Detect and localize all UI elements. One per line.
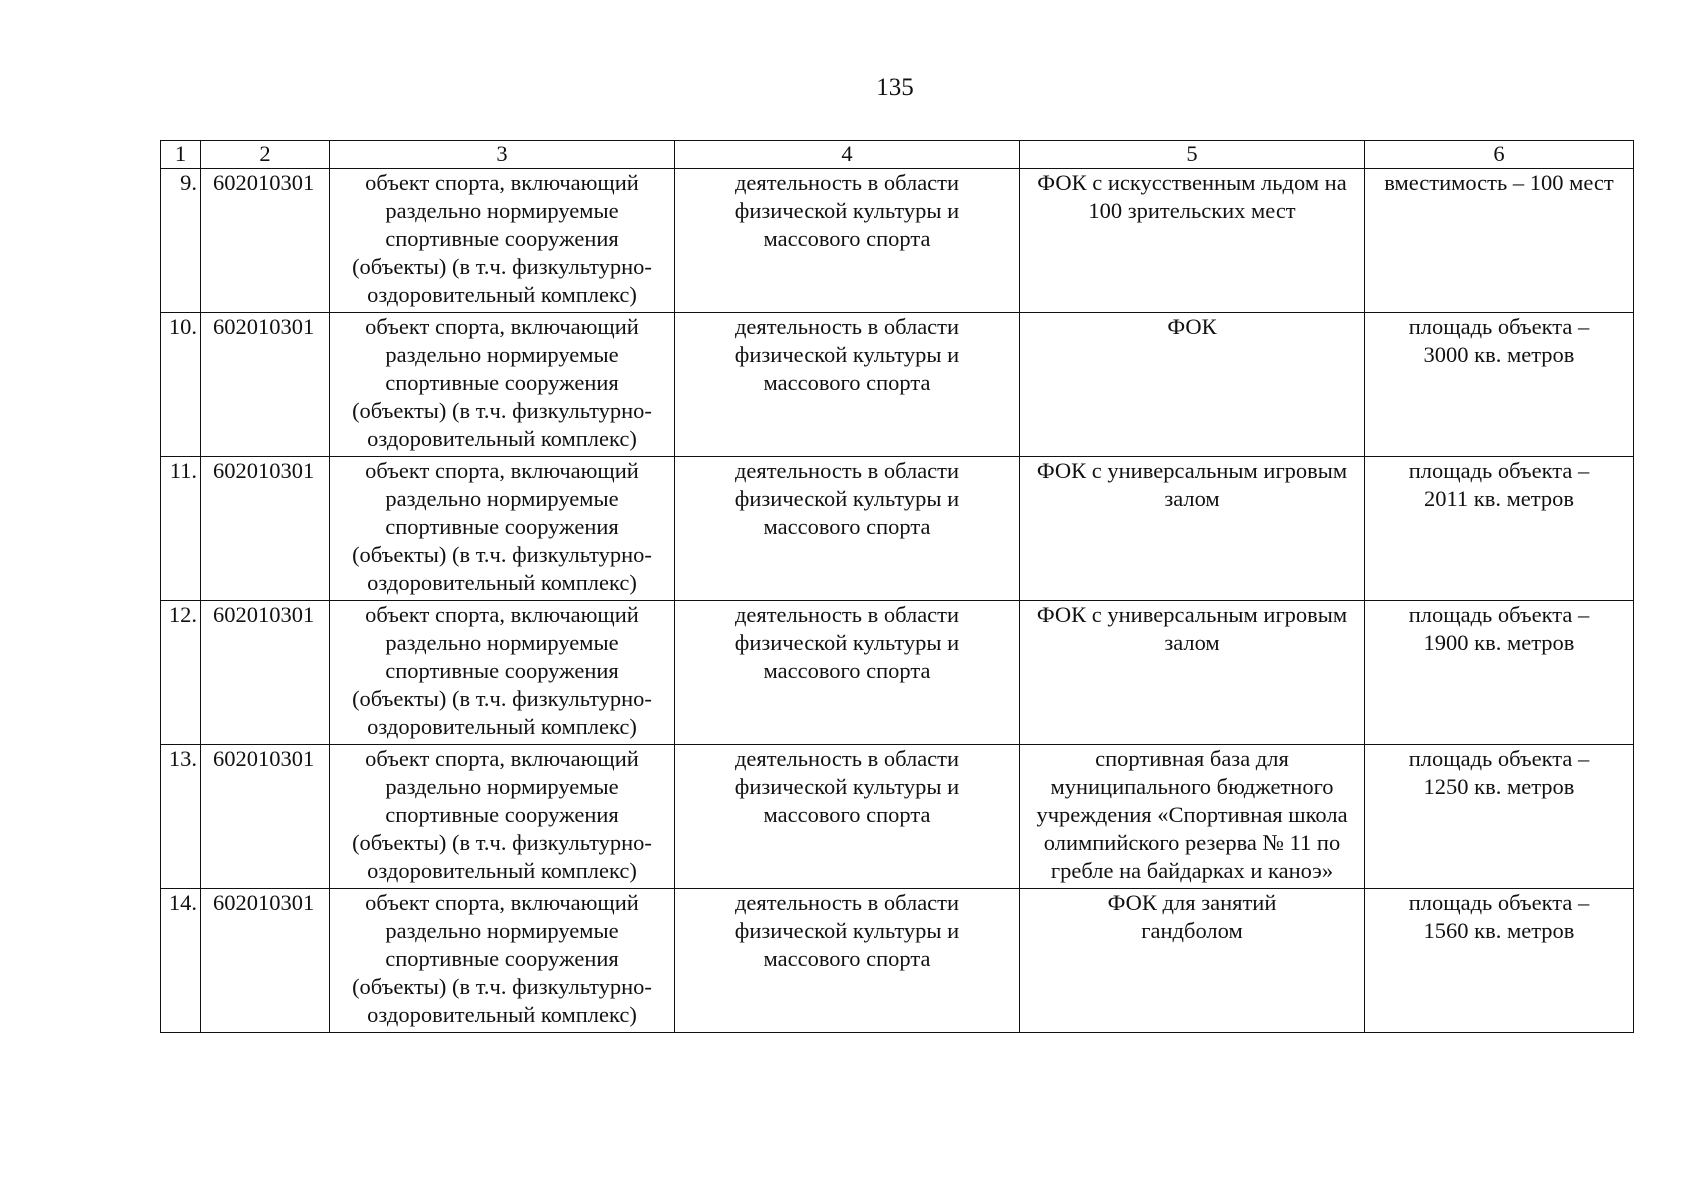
cell-line: оздоровительный комплекс) [367, 1002, 637, 1027]
object-name-cell [1020, 169, 1365, 313]
cell-line: деятельность в области [734, 602, 960, 627]
cell-line: ФОК с универсальным игровым [1036, 458, 1348, 483]
cell-line: объект спорта, включающий [365, 602, 639, 627]
capacity-cell [1365, 889, 1634, 1033]
table-row [161, 457, 1634, 601]
cell-line: массового спорта [763, 226, 931, 251]
cell-line: вместимость – 100 мест [1384, 170, 1614, 195]
cell-line: залом [1164, 630, 1220, 655]
capacity-cell [1365, 457, 1634, 601]
cell-line: гребле на байдарках и каноэ» [1050, 858, 1334, 883]
cell-line: площадь объекта – [1408, 314, 1590, 339]
cell-line: 3000 кв. метров [1423, 342, 1575, 367]
object-type-cell [330, 313, 675, 457]
row-number-cell: 10. [161, 313, 201, 457]
page-number: 135 [876, 74, 914, 101]
cell-line: массового спорта [763, 946, 931, 971]
column-header: 6 [1365, 141, 1634, 169]
code-cell: 602010301 [201, 745, 330, 889]
cell-line: массового спорта [763, 658, 931, 683]
column-header: 4 [675, 141, 1020, 169]
code-cell: 602010301 [201, 313, 330, 457]
cell-line: 1900 кв. метров [1423, 630, 1575, 655]
cell-line: раздельно нормируемые [385, 342, 619, 367]
cell-line: спортивные сооружения [385, 658, 619, 683]
cell-line: спортивные сооружения [385, 370, 619, 395]
object-name-cell [1020, 889, 1365, 1033]
header-row [161, 141, 1634, 169]
cell-line: (объекты) (в т.ч. физкультурно- [352, 686, 652, 711]
cell-line: 1560 кв. метров [1423, 918, 1575, 943]
capacity-cell [1365, 313, 1634, 457]
cell-line: площадь объекта – [1408, 746, 1590, 771]
activity-cell [675, 313, 1020, 457]
cell-line: оздоровительный комплекс) [367, 858, 637, 883]
cell-line: раздельно нормируемые [385, 630, 619, 655]
object-type-cell [330, 457, 675, 601]
code-cell: 602010301 [201, 457, 330, 601]
column-header: 2 [201, 141, 330, 169]
cell-line: объект спорта, включающий [365, 314, 639, 339]
capacity-cell [1365, 169, 1634, 313]
cell-line: физической культуры и [734, 774, 960, 799]
cell-line: спортивные сооружения [385, 802, 619, 827]
capacity-cell [1365, 601, 1634, 745]
cell-line: деятельность в области [734, 890, 960, 915]
cell-line: ФОК с универсальным игровым [1036, 602, 1348, 627]
cell-line: раздельно нормируемые [385, 918, 619, 943]
object-name-cell [1020, 745, 1365, 889]
cell-line: оздоровительный комплекс) [367, 426, 637, 451]
column-header: 5 [1020, 141, 1365, 169]
cell-line: раздельно нормируемые [385, 486, 619, 511]
table-row [161, 313, 1634, 457]
cell-line: деятельность в области [734, 458, 960, 483]
cell-line: (объекты) (в т.ч. физкультурно- [352, 542, 652, 567]
cell-line: (объекты) (в т.ч. физкультурно- [352, 830, 652, 855]
cell-line: оздоровительный комплекс) [367, 714, 637, 739]
cell-line: объект спорта, включающий [365, 458, 639, 483]
cell-line: спортивная база для [1095, 746, 1289, 771]
cell-line: объект спорта, включающий [365, 890, 639, 915]
code-cell: 602010301 [201, 169, 330, 313]
cell-line: объект спорта, включающий [365, 170, 639, 195]
cell-line: физической культуры и [734, 198, 960, 223]
row-number-cell: 13. [161, 745, 201, 889]
code-cell: 602010301 [201, 889, 330, 1033]
cell-line: площадь объекта – [1408, 602, 1590, 627]
row-number-cell: 9. [161, 169, 201, 313]
object-type-cell [330, 745, 675, 889]
row-number-cell: 14. [161, 889, 201, 1033]
row-number-cell: 12. [161, 601, 201, 745]
cell-line: физической культуры и [734, 630, 960, 655]
table-row [161, 889, 1634, 1033]
cell-line: (объекты) (в т.ч. физкультурно- [352, 398, 652, 423]
object-name-cell [1020, 313, 1365, 457]
cell-line: (объекты) (в т.ч. физкультурно- [352, 974, 652, 999]
cell-line: ФОК [1167, 314, 1217, 339]
object-type-cell [330, 601, 675, 745]
cell-line: 100 зрительских мест [1088, 198, 1296, 223]
column-header: 1 [161, 141, 201, 169]
cell-line: спортивные сооружения [385, 514, 619, 539]
cell-line: массового спорта [763, 370, 931, 395]
object-name-cell [1020, 457, 1365, 601]
cell-line: объект спорта, включающий [365, 746, 639, 771]
code-cell: 602010301 [201, 601, 330, 745]
cell-line: муниципального бюджетного [1050, 774, 1334, 799]
table-row [161, 169, 1634, 313]
activity-cell [675, 457, 1020, 601]
object-type-cell [330, 169, 675, 313]
cell-line: гандболом [1141, 918, 1243, 943]
cell-line: олимпийского резерва № 11 по [1043, 830, 1341, 855]
cell-line: площадь объекта – [1408, 890, 1590, 915]
cell-line: площадь объекта – [1408, 458, 1590, 483]
activity-cell [675, 169, 1020, 313]
cell-line: 2011 кв. метров [1423, 486, 1575, 511]
column-header: 3 [330, 141, 675, 169]
cell-line: ФОК для занятий [1107, 890, 1277, 915]
cell-line: деятельность в области [734, 170, 960, 195]
registry-table [160, 140, 1634, 1033]
table-row [161, 601, 1634, 745]
cell-line: массового спорта [763, 802, 931, 827]
object-type-cell [330, 889, 675, 1033]
table-row [161, 745, 1634, 889]
capacity-cell [1365, 745, 1634, 889]
cell-line: физической культуры и [734, 342, 960, 367]
cell-line: физической культуры и [734, 486, 960, 511]
cell-line: ФОК с искусственным льдом на [1037, 170, 1347, 195]
cell-line: оздоровительный комплекс) [367, 282, 637, 307]
cell-line: залом [1164, 486, 1220, 511]
cell-line: раздельно нормируемые [385, 198, 619, 223]
cell-line: массового спорта [763, 514, 931, 539]
cell-line: 1250 кв. метров [1423, 774, 1575, 799]
cell-line: деятельность в области [734, 314, 960, 339]
cell-line: учреждения «Спортивная школа [1036, 802, 1348, 827]
cell-line: деятельность в области [734, 746, 960, 771]
cell-line: раздельно нормируемые [385, 774, 619, 799]
activity-cell [675, 745, 1020, 889]
cell-line: спортивные сооружения [385, 226, 619, 251]
cell-line: спортивные сооружения [385, 946, 619, 971]
activity-cell [675, 889, 1020, 1033]
activity-cell [675, 601, 1020, 745]
object-name-cell [1020, 601, 1365, 745]
row-number-cell: 11. [161, 457, 201, 601]
cell-line: оздоровительный комплекс) [367, 570, 637, 595]
cell-line: (объекты) (в т.ч. физкультурно- [352, 254, 652, 279]
cell-line: физической культуры и [734, 918, 960, 943]
